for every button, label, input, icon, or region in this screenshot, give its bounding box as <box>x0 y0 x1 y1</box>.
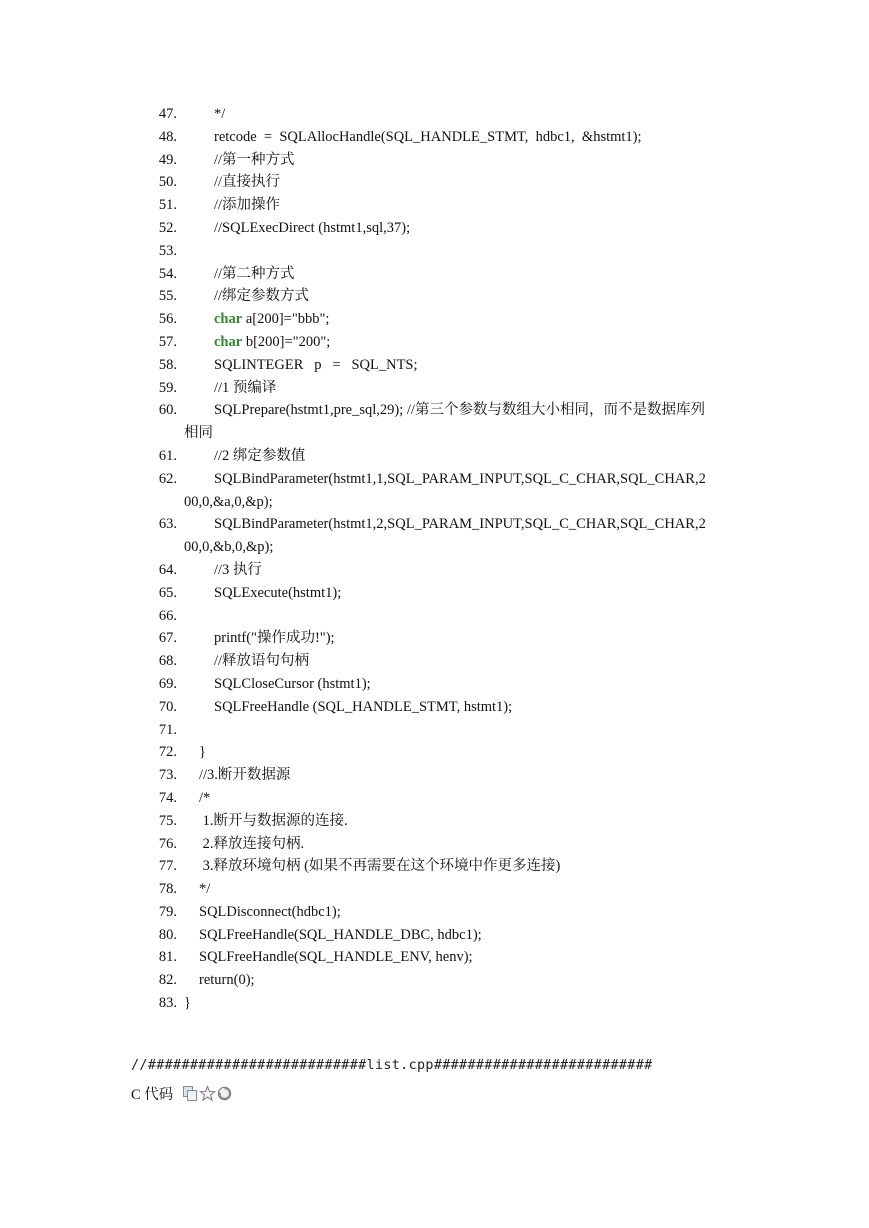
code-text: SQLFreeHandle(SQL_HANDLE_DBC, hdbc1); <box>199 926 482 943</box>
line-number: 53. <box>158 242 177 259</box>
code-text-rest: a[200]="bbb"; <box>242 311 330 328</box>
line-number: 65. <box>158 584 177 601</box>
code-line <box>0 240 869 263</box>
code-keyword: char <box>214 311 243 328</box>
code-block-header <box>131 1082 233 1104</box>
code-line <box>0 377 869 400</box>
code-line <box>0 764 869 787</box>
code-text <box>214 331 330 354</box>
line-number: 80. <box>158 926 177 943</box>
line-number: 57. <box>158 333 177 350</box>
code-text: SQLFreeHandle(SQL_HANDLE_ENV, henv); <box>199 949 473 966</box>
line-number: 72. <box>158 744 177 761</box>
code-text-wrapped: 00,0,&a,0,&p); <box>184 493 273 510</box>
code-line <box>0 285 869 308</box>
line-number: 62. <box>158 470 177 487</box>
code-line <box>0 719 869 742</box>
line-number: 56. <box>158 311 177 328</box>
copy-icon[interactable] <box>182 1085 199 1102</box>
line-number: 66. <box>158 607 177 624</box>
line-number: 64. <box>158 561 177 578</box>
code-line <box>0 924 869 947</box>
line-number: 55. <box>158 288 177 305</box>
code-text: */ <box>199 881 211 898</box>
code-line <box>0 194 869 217</box>
code-text: retcode = SQLAllocHandle(SQL_HANDLE_STMT, hdbc1, &hstmt1); <box>214 128 642 145</box>
code-text: */ <box>214 106 226 122</box>
code-line <box>0 445 869 468</box>
line-number: 54. <box>158 265 177 282</box>
code-line <box>0 787 869 810</box>
line-number: 51. <box>158 197 177 214</box>
code-line <box>0 217 869 240</box>
refresh-icon[interactable] <box>216 1085 233 1102</box>
code-text: //直接执行 <box>214 174 281 191</box>
code-text: //第一种方式 <box>214 151 295 168</box>
code-text: //绑定参数方式 <box>214 288 310 305</box>
code-line-continuation <box>0 422 869 445</box>
code-line <box>0 605 869 628</box>
code-line <box>0 992 869 1015</box>
code-text: SQLCloseCursor (hstmt1); <box>214 675 371 692</box>
line-number: 49. <box>158 151 177 168</box>
code-keyword: char <box>214 333 243 350</box>
line-number: 79. <box>158 903 177 920</box>
code-line <box>0 513 869 536</box>
code-language-label: C 代码 <box>131 1086 174 1103</box>
code-line <box>0 126 869 149</box>
code-text: SQLFreeHandle (SQL_HANDLE_STMT, hstmt1); <box>214 698 513 715</box>
line-number: 68. <box>158 653 177 670</box>
code-line <box>0 741 869 764</box>
line-number: 70. <box>158 698 177 715</box>
line-number: 67. <box>158 630 177 647</box>
line-number: 48. <box>158 128 177 145</box>
code-line <box>0 627 869 650</box>
line-number: 82. <box>158 972 177 989</box>
code-line-continuation <box>0 491 869 514</box>
code-line <box>0 810 869 833</box>
code-text: printf("操作成功!"); <box>214 630 335 647</box>
code-line <box>0 468 869 491</box>
line-number: 47. <box>158 106 177 122</box>
code-line <box>0 354 869 377</box>
code-text: 1.断开与数据源的连接. <box>199 812 348 829</box>
code-text: 3.释放环境句柄 (如果不再需要在这个环境中作更多连接) <box>199 858 561 875</box>
code-text: SQLBindParameter(hstmt1,1,SQL_PARAM_INPUT,SQL_C_CHAR,SQL_CHAR,2 <box>214 470 706 487</box>
code-line <box>0 901 869 924</box>
code-text: SQLDisconnect(hdbc1); <box>199 903 341 920</box>
line-number: 83. <box>158 995 177 1012</box>
code-text: //1 预编译 <box>214 379 277 396</box>
code-text: SQLPrepare(hstmt1,pre_sql,29); //第三个参数与数组大小相同，而不是数据库列 <box>214 402 705 419</box>
code-text-rest: b[200]="200"; <box>242 333 331 350</box>
line-number: 77. <box>158 858 177 875</box>
line-number: 73. <box>158 767 177 784</box>
code-text: //2 绑定参数值 <box>214 447 306 464</box>
code-text: //添加操作 <box>214 197 281 214</box>
star-icon[interactable] <box>199 1085 216 1102</box>
line-number: 59. <box>158 379 177 396</box>
code-line <box>0 878 869 901</box>
line-number: 61. <box>158 447 177 464</box>
code-line <box>0 331 869 354</box>
line-number: 78. <box>158 881 177 898</box>
code-line <box>0 969 869 992</box>
code-line <box>0 582 869 605</box>
code-text: return(0); <box>199 972 255 989</box>
line-number: 69. <box>158 675 177 692</box>
code-text: SQLBindParameter(hstmt1,2,SQL_PARAM_INPUT,SQL_C_CHAR,SQL_CHAR,2 <box>214 516 706 533</box>
code-text: 2.释放连接句柄. <box>199 835 305 852</box>
line-number: 76. <box>158 835 177 852</box>
code-line <box>0 171 869 194</box>
code-line-continuation <box>0 536 869 559</box>
line-number: 58. <box>158 356 177 373</box>
code-line <box>0 855 869 878</box>
code-text: } <box>199 744 206 761</box>
code-text <box>214 308 329 331</box>
code-text: //3 执行 <box>214 561 262 578</box>
code-line <box>0 946 869 969</box>
code-line <box>0 149 869 172</box>
line-number: 81. <box>158 949 177 966</box>
code-line <box>0 650 869 673</box>
code-line <box>0 673 869 696</box>
code-text-wrapped: 相同 <box>184 425 213 442</box>
line-number: 50. <box>158 174 177 191</box>
code-text: SQLExecute(hstmt1); <box>214 584 342 601</box>
code-text: //3.断开数据源 <box>199 767 291 784</box>
code-text: //SQLExecDirect (hstmt1,sql,37); <box>214 219 411 236</box>
code-line <box>0 559 869 582</box>
code-listing <box>0 103 869 1015</box>
code-text: //释放语句句柄 <box>214 653 310 670</box>
code-text: SQLINTEGER p = SQL_NTS; <box>214 356 418 373</box>
line-number: 71. <box>158 721 177 738</box>
code-text-wrapped: 00,0,&b,0,&p); <box>184 539 274 556</box>
code-line <box>0 103 869 126</box>
line-number: 63. <box>158 516 177 533</box>
code-text: //第二种方式 <box>214 265 295 282</box>
code-line <box>0 833 869 856</box>
line-number: 52. <box>158 219 177 236</box>
code-text: /* <box>199 789 211 806</box>
code-line <box>0 399 869 422</box>
line-number: 75. <box>158 812 177 829</box>
line-number: 60. <box>158 402 177 419</box>
code-text: } <box>184 995 191 1012</box>
code-line <box>0 263 869 286</box>
file-separator: //##########################list.cpp########################## <box>131 1058 653 1073</box>
line-number: 74. <box>158 789 177 806</box>
code-line <box>0 696 869 719</box>
code-line <box>0 308 869 331</box>
